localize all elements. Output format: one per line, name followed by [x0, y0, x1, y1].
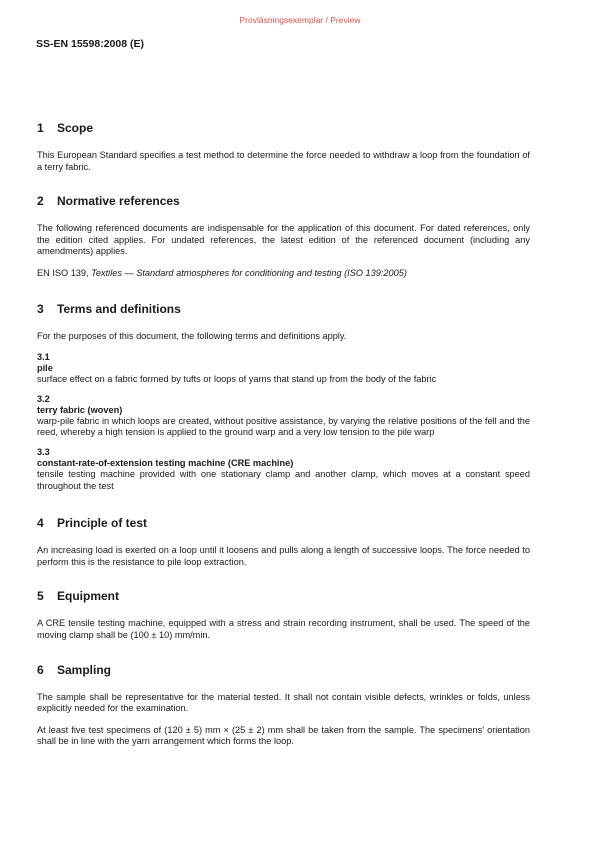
- term-name: constant-rate-of-extension testing machine (CRE machine): [37, 457, 294, 468]
- term-entry: [37, 447, 530, 492]
- section-number: 3: [37, 301, 44, 316]
- section-title: Principle of test: [57, 516, 148, 531]
- section-heading: [37, 121, 530, 136]
- term-number: 3.3: [37, 446, 50, 457]
- document-body: [37, 121, 530, 748]
- section-title: Terms and definitions: [57, 301, 181, 316]
- term-entry: [37, 394, 530, 439]
- sampling-paragraph: The sample shall be representative for the material tested. It shall not contain visible defects, wrinkles or folds, unless explicitly needed for the examination.: [37, 691, 530, 714]
- section-normative-references: [37, 194, 530, 279]
- terms-intro-paragraph: For the purposes of this document, the following terms and definitions apply.: [37, 330, 347, 341]
- section-heading: [37, 663, 530, 678]
- section-heading: [37, 194, 530, 209]
- section-scope: [37, 121, 530, 173]
- section-title: Normative references: [57, 194, 180, 209]
- section-terms-definitions: [37, 302, 530, 493]
- term-name: pile: [37, 363, 53, 374]
- reference-title: Textiles — Standard atmospheres for conditioning and testing (ISO 139:2005): [91, 267, 407, 278]
- section-title: Sampling: [57, 662, 112, 677]
- section-sampling: [37, 663, 530, 748]
- term-definition: warp-pile fabric in which loops are created, without positive assistance, by varying the relative positions of the fell and the reed, whereby a high tension is applied to the ground warp and a very low tension to the pile warp: [37, 415, 530, 438]
- term-number: 3.2: [37, 393, 50, 404]
- sampling-paragraph: At least five test specimens of (120 ± 5) mm × (25 ± 2) mm shall be taken from the sample. The specimens' orientation shall be in line with the yarn arrangement which forms the loop.: [37, 724, 530, 747]
- section-number: 6: [37, 662, 44, 677]
- section-number: 5: [37, 589, 44, 604]
- section-title: Scope: [57, 121, 94, 135]
- section-number: 4: [37, 516, 44, 531]
- scope-paragraph: This European Standard specifies a test method to determine the force needed to withdraw a loop from the foundation of a terry fabric.: [37, 150, 530, 172]
- term-entry: [37, 352, 530, 386]
- section-heading: [37, 589, 530, 604]
- principle-paragraph: An increasing load is exerted on a loop until it loosens and pulls along a length of successive loops. The force needed to perform this is the resistance to pile loop extraction.: [37, 545, 530, 567]
- section-equipment: [37, 589, 530, 641]
- term-definition: tensile testing machine provided with one stationary clamp and another clamp, which moves at a constant speed throughout the test: [37, 468, 530, 491]
- document-reference: SS-EN 15598:2008 (E): [36, 38, 144, 50]
- section-number: 2: [37, 194, 44, 209]
- section-heading: [37, 516, 530, 531]
- term-definition: surface effect on a fabric formed by tufts or loops of yarns that stand up from the body of the fabric: [37, 374, 437, 385]
- equipment-paragraph: A CRE tensile testing machine, equipped with a stress and strain recording instrument, shall be used. The speed of the moving clamp shall be (100 ± 10) mm/min.: [37, 618, 530, 640]
- section-title: Equipment: [57, 589, 119, 604]
- reference-code: EN ISO 139,: [37, 267, 92, 278]
- term-number: 3.1: [37, 352, 50, 363]
- references-paragraph: The following referenced documents are indispensable for the application of this document. For dated references, only the edition cited applies. For undated references, the latest edition of the referenced document (including any amendments) applies.: [37, 223, 530, 257]
- preview-banner: Provläsningsexemplar / Preview: [239, 15, 361, 25]
- section-heading: [37, 302, 530, 317]
- section-number: 1: [37, 121, 44, 135]
- reference-entry: [37, 268, 530, 280]
- term-name: terry fabric (woven): [37, 404, 123, 415]
- section-principle: [37, 516, 530, 568]
